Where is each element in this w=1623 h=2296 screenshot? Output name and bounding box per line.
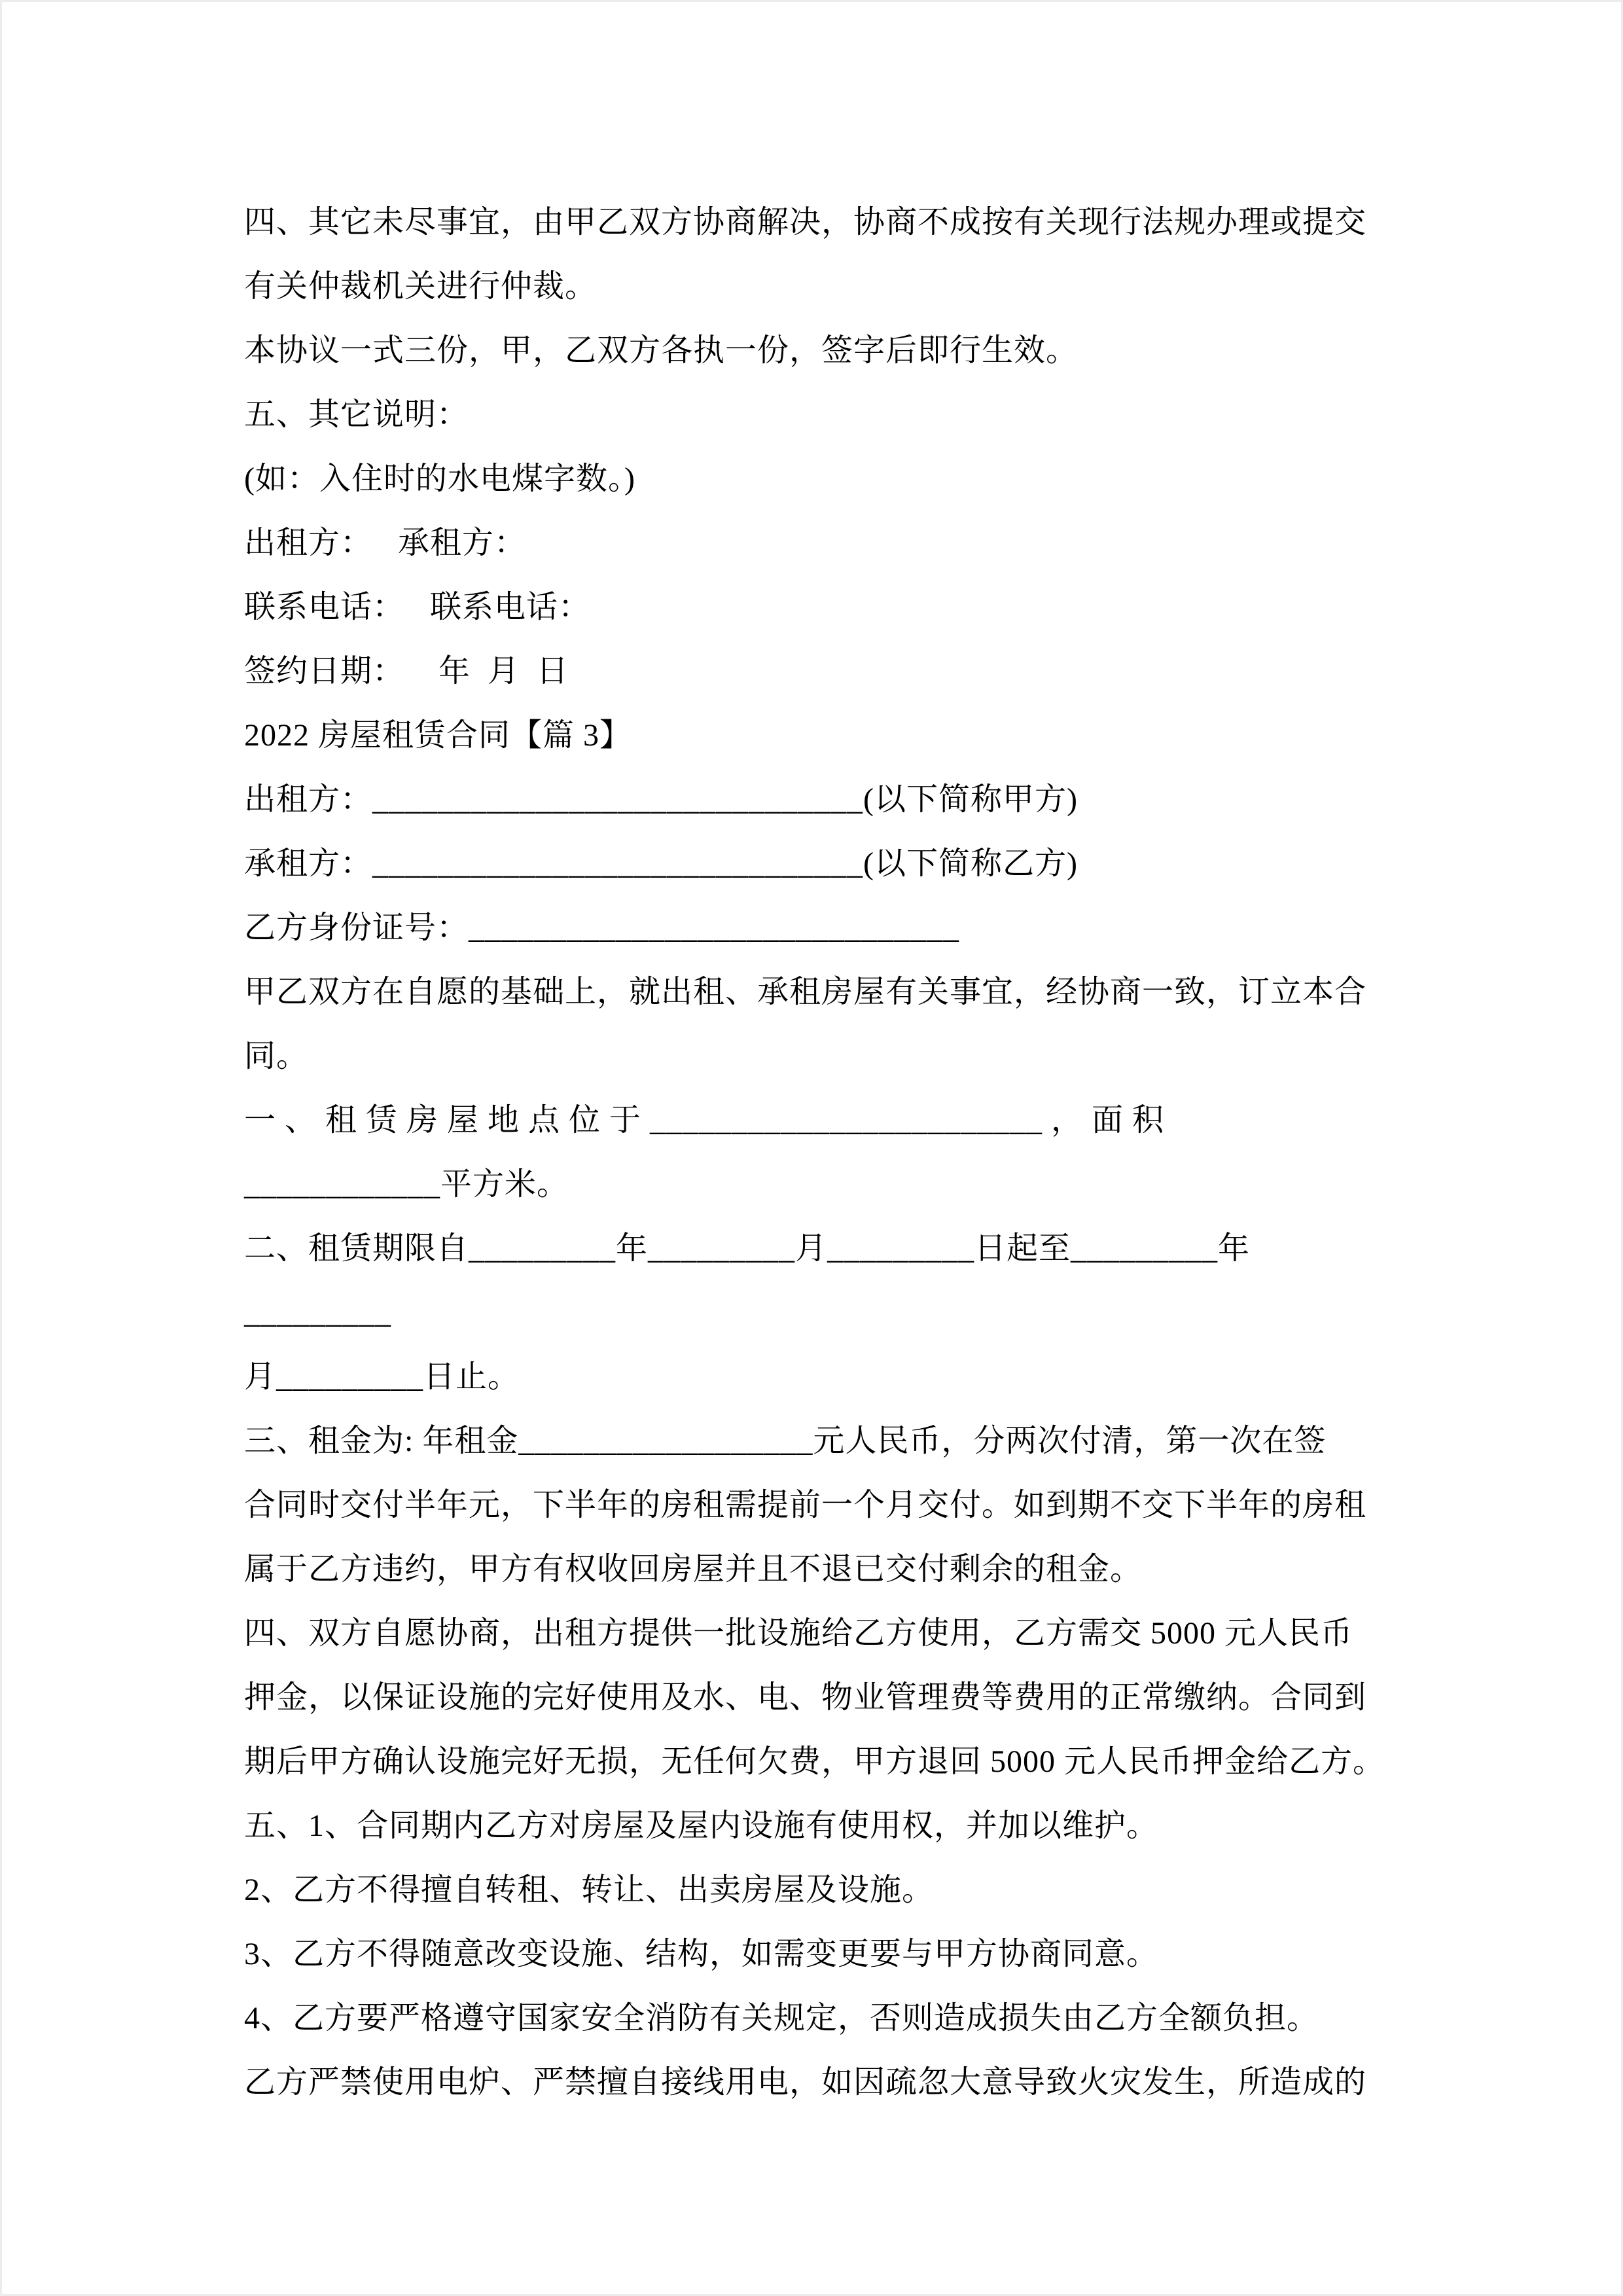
doc-line: 4、乙方要严格遵守国家安全消防有关规定，否则造成损失由乙方全额负担。 [244, 2001, 1319, 2036]
doc-section-title: 2022 房屋租赁合同【篇 3】 [244, 718, 632, 753]
doc-line-id-number-blank: 乙方身份证号：______________________________ [244, 910, 960, 945]
doc-line: 同。 [244, 1039, 309, 1073]
doc-line: 2、乙方不得擅自转租、转让、出卖房屋及设施。 [244, 1873, 935, 1907]
doc-line: 乙方严禁使用电炉、严禁擅自接线用电，如因疏忽大意导致火灾发生，所造成的 [244, 2065, 1367, 2100]
doc-line: 有关仲裁机关进行仲裁。 [244, 269, 597, 304]
doc-line: 四、双方自愿协商，出租方提供一批设施给乙方使用，乙方需交 5000 元人民币 [244, 1616, 1353, 1651]
doc-line-lessor-blank: 出租方：______________________________(以下简称甲方) [244, 782, 1078, 817]
doc-line: 五、其它说明： [244, 397, 469, 432]
doc-line-area-blank: ____________平方米。 [244, 1167, 569, 1202]
doc-line: 四、其它未尽事宜，由甲乙双方协商解决，协商不成按有关现行法规办理或提交 [244, 205, 1367, 240]
doc-line: 本协议一式三份，甲，乙双方各执一份，签字后即行生效。 [244, 333, 1079, 368]
doc-line-sign-date: 签约日期： 年 月 日 [244, 654, 569, 689]
doc-line-term-end-blank: 月_________日止。 [244, 1359, 520, 1394]
doc-line: 属于乙方违约，甲方有权收回房屋并且不退已交付剩余的租金。 [244, 1552, 1143, 1587]
doc-line: (如：入住时的水电煤字数。) [244, 461, 635, 496]
doc-line-location-blank: 一 、 租 赁 房 屋 地 点 位 于 ________________________ ， 面 积 [244, 1103, 1165, 1138]
doc-line-rent-blank: 三、租金为: 年租金__________________元人民币，分两次付清，第一次在签 [244, 1424, 1327, 1458]
contract-text-block [244, 190, 1396, 2115]
doc-line: 合同时交付半年元，下半年的房租需提前一个月交付。如到期不交下半年的房租 [244, 1488, 1367, 1522]
doc-line-contact-phone: 联系电话： 联系电话： [244, 590, 591, 624]
doc-line-lessor-lessee: 出租方： 承租方： [244, 526, 527, 560]
doc-line: 期后甲方确认设施完好无损，无任何欠费，甲方退回 5000 元人民币押金给乙方。 [244, 1744, 1385, 1779]
doc-line: 押金，以保证设施的完好使用及水、电、物业管理费等费用的正常缴纳。合同到 [244, 1680, 1367, 1715]
doc-line: 3、乙方不得随意改变设施、结构，如需变更要与甲方协商同意。 [244, 1937, 1159, 1971]
doc-line: 甲乙双方在自愿的基础上，就出租、承租房屋有关事宜，经协商一致，订立本合 [244, 975, 1367, 1009]
doc-line: 五、1、合同期内乙方对房屋及屋内设施有使用权，并加以维护。 [244, 1808, 1159, 1843]
doc-line-term-blank: 二、租赁期限自_________年_________月_________日起至_________年_________ [244, 1231, 1251, 1330]
doc-line-lessee-blank: 承租方：______________________________(以下简称乙方) [244, 846, 1078, 881]
